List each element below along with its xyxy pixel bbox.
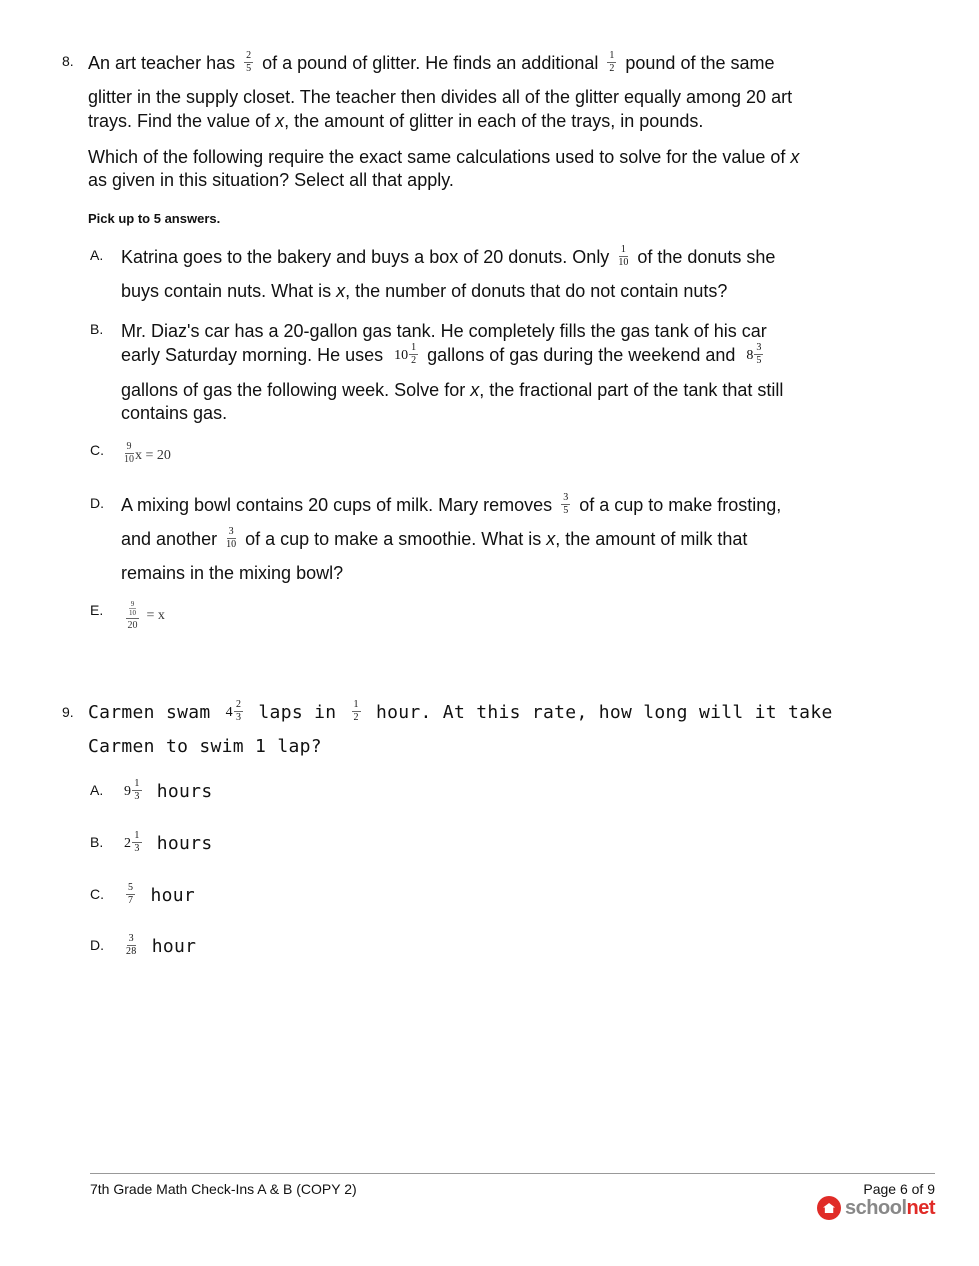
q9-option-b-letter[interactable]: B.	[90, 834, 104, 850]
option-b-line2[interactable]: early Saturday morning. He uses 10 $\frac{1}{2}$ gallons of gas during the weekend and 8 $\frac{3}{5}$	[121, 341, 762, 366]
stem-text: pound of the same	[625, 53, 775, 73]
stem-text: An art teacher has	[88, 53, 236, 73]
footer-title: 7th Grade Math Check-Ins A & B (COPY 2)	[90, 1181, 357, 1197]
mixed-number: 8	[746, 348, 754, 364]
option-b-line1[interactable]: Mr. Diaz's car has a 20-gallon gas tank. He completely fills the gas tank of his car	[121, 321, 767, 341]
option-e-letter[interactable]: E.	[90, 602, 104, 618]
option-b-line3[interactable]: gallons of gas the following week. Solve for x, the fractional part of the tank that still	[121, 380, 784, 400]
q9-option-a-letter[interactable]: A.	[90, 782, 104, 798]
footer-divider	[90, 1173, 935, 1174]
q9-option-d-letter[interactable]: D.	[90, 937, 104, 953]
option-d-letter[interactable]: D.	[90, 495, 104, 511]
question-9-stem-line2: Carmen to swim 1 lap?	[88, 736, 322, 757]
page-number: Page 6 of 9	[863, 1181, 935, 1197]
option-c-equation[interactable]: $\frac{9}{10}$ x = 20	[124, 441, 171, 466]
option-e-equation[interactable]: 9 10 20 = x	[127, 600, 165, 631]
option-b-line4[interactable]: contains gas.	[121, 403, 228, 423]
fraction: $\frac{1}{2}$	[353, 698, 359, 723]
q9-option-b[interactable]: 2 $\frac{1}{3}$ hours	[124, 829, 213, 854]
home-icon	[817, 1196, 841, 1220]
question-8-number: 8.	[62, 53, 74, 69]
option-d-line2[interactable]: and another $\frac{3}{10}$ of a cup to make a smoothie. What is x, the amount of milk that	[121, 525, 748, 550]
schoolnet-logo: schoolnet	[817, 1196, 935, 1220]
option-c-letter[interactable]: C.	[90, 442, 104, 458]
q9-option-d[interactable]: $\frac{3}{28}$ hour	[126, 932, 197, 957]
fraction: $\frac{1}{2}$	[609, 49, 615, 74]
mixed-number: 4	[225, 705, 233, 720]
fraction: $\frac{3}{10}$	[226, 525, 237, 550]
stem-text: of a pound of glitter. He finds an additional	[262, 53, 599, 73]
option-d-line3[interactable]: remains in the mixing bowl?	[121, 563, 344, 583]
fraction: $\frac{1}{10}$	[618, 243, 629, 268]
option-a-letter[interactable]: A.	[90, 247, 104, 263]
question-9-stem-line1: Carmen swam 4 $\frac{2}{3}$ laps in $\frac{1}{2}$ hour. At this rate, how long will it take	[88, 698, 833, 723]
q9-option-c[interactable]: $\frac{5}{7}$ hour	[128, 881, 196, 906]
complex-fraction: 9 10 20	[127, 600, 138, 631]
option-b-letter[interactable]: B.	[90, 321, 104, 337]
question-8-stem-line1	[88, 51, 775, 76]
pick-instruction: Pick up to 5 answers.	[88, 211, 221, 226]
fraction: $\frac{3}{5}$	[563, 491, 569, 516]
q9-option-c-letter[interactable]: C.	[90, 886, 104, 902]
question-8-prompt-line2: as given in this situation? Select all that apply.	[88, 170, 454, 190]
option-a-line1[interactable]: Katrina goes to the bakery and buys a box of 20 donuts. Only $\frac{1}{10}$ of the donuts she	[121, 243, 776, 268]
question-8-stem-line2: glitter in the supply closet. The teacher then divides all of the glitter equally among 20 art	[88, 87, 793, 107]
option-d-line1[interactable]: A mixing bowl contains 20 cups of milk. Mary removes $\frac{3}{5}$ of a cup to make frosting,	[121, 491, 782, 516]
fraction: $\frac{2}{5}$	[246, 49, 252, 74]
question-9-number: 9.	[62, 704, 74, 720]
q9-option-a[interactable]: 9 $\frac{1}{3}$ hours	[124, 777, 213, 802]
option-a-line2[interactable]: buys contain nuts. What is x, the number of donuts that do not contain nuts?	[121, 281, 728, 301]
question-8-stem-line3: trays. Find the value of x, the amount of glitter in each of the trays, in pounds.	[88, 111, 704, 131]
question-8-prompt-line1: Which of the following require the exact same calculations used to solve for the value of x	[88, 147, 800, 167]
mixed-number: 10	[394, 348, 409, 364]
